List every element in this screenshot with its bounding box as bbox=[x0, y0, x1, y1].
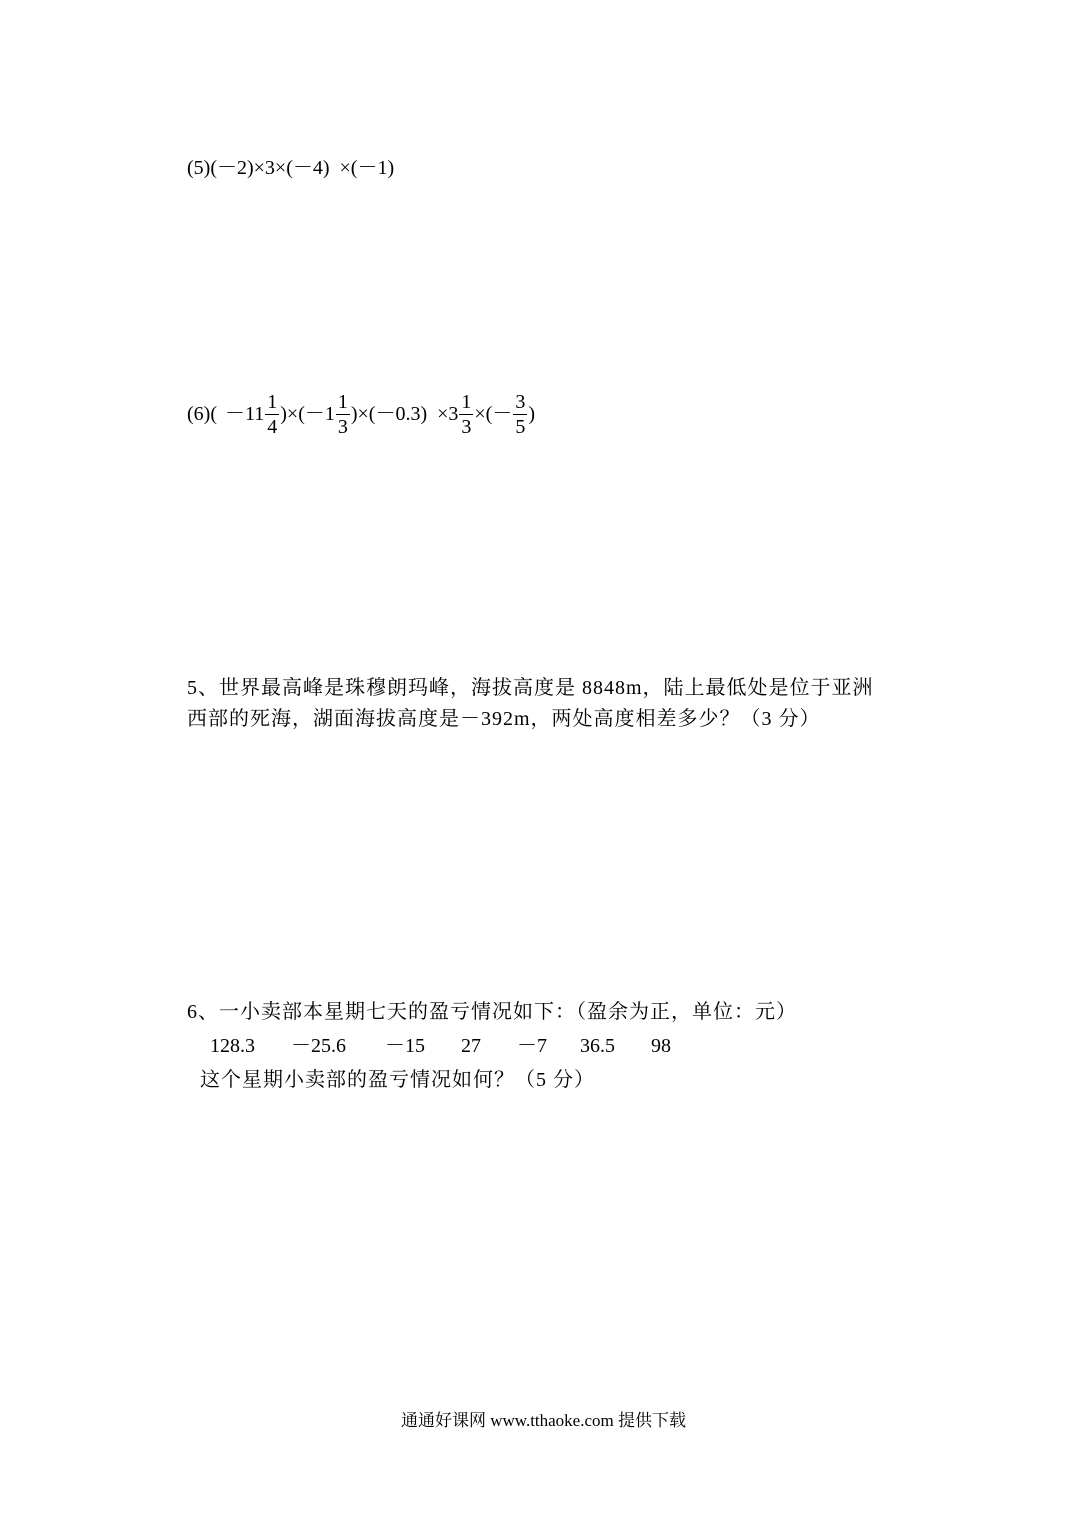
value-day-6: 36.5 bbox=[580, 1035, 615, 1057]
operator-3: ×(－ bbox=[474, 403, 513, 425]
value-day-4: 27 bbox=[461, 1035, 481, 1057]
exercise-6-label: (6)( bbox=[187, 403, 217, 425]
fraction-denominator: 3 bbox=[461, 415, 472, 438]
profit-loss-values bbox=[0, 1034, 1087, 1058]
fraction-numerator: 1 bbox=[337, 390, 348, 413]
footer-source: 通通好课网 www.tthaoke.com 提供下载 bbox=[400, 1411, 687, 1430]
fraction-denominator: 5 bbox=[515, 415, 526, 438]
fraction-1-4 bbox=[265, 391, 279, 438]
problem-6-line-1: 6、一小卖部本星期七天的盈亏情况如下：（盈余为正，单位：元） bbox=[187, 1001, 797, 1023]
fraction-denominator: 3 bbox=[337, 415, 348, 438]
fraction-3-5 bbox=[513, 391, 527, 438]
fraction-numerator: 1 bbox=[267, 390, 278, 413]
problem-6-line-2: 这个星期小卖部的盈亏情况如何？（5 分） bbox=[200, 1069, 595, 1091]
value-day-1: 128.3 bbox=[210, 1035, 255, 1057]
operator-2: )×(－0.3) ×3 bbox=[350, 403, 459, 425]
fraction-denominator: 4 bbox=[267, 415, 278, 438]
exercise-5: (5)(－2)×3×(－4) ×(－1) bbox=[187, 157, 395, 179]
value-day-5: －7 bbox=[517, 1035, 547, 1057]
fraction-numerator: 3 bbox=[515, 390, 526, 413]
value-day-7: 98 bbox=[651, 1035, 671, 1057]
exercise-6 bbox=[187, 384, 535, 444]
closing-paren: ) bbox=[528, 403, 536, 425]
term1-whole: －11 bbox=[224, 403, 265, 425]
value-day-2: －25.6 bbox=[291, 1035, 346, 1057]
fraction-1-3-a bbox=[336, 391, 350, 438]
value-day-3: －15 bbox=[385, 1035, 425, 1057]
fraction-1-3-b bbox=[459, 391, 473, 438]
problem-5-line-2: 西部的死海，湖面海拔高度是－392m，两处高度相差多少？（3 分） bbox=[187, 708, 821, 730]
operator-1: )×(－1 bbox=[280, 403, 335, 425]
problem-5-line-1: 5、世界最高峰是珠穆朗玛峰，海拔高度是 8848m，陆上最低处是位于亚洲 bbox=[187, 677, 874, 699]
fraction-numerator: 1 bbox=[461, 390, 472, 413]
